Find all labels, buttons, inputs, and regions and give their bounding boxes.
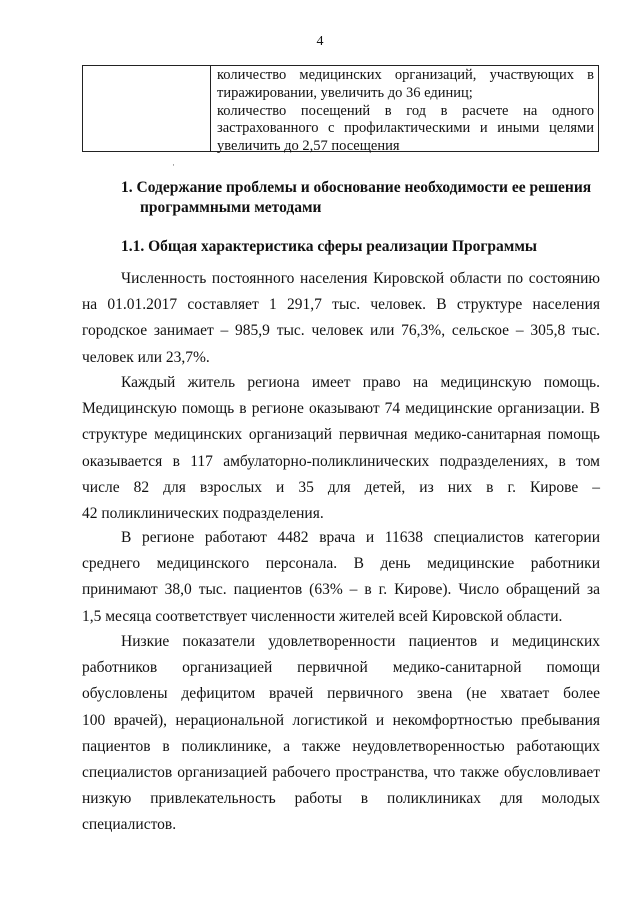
paragraph-line: работников организацией первичной медико-санитарной помощи xyxy=(82,659,600,677)
page-number: 4 xyxy=(316,34,324,49)
paragraph-line: обусловлены дефицитом врачей первичного звена (не хватает более xyxy=(82,685,600,703)
paragraph-satisfaction xyxy=(82,629,600,839)
paragraph-line: Медицинскую помощь в регионе оказывают 74 медицинские организации. В xyxy=(82,400,600,418)
paragraph-line: Численность постоянного населения Кировской области по состоянию xyxy=(121,270,600,287)
table-text-cell xyxy=(211,66,598,155)
paragraph-line: числе 82 для взрослых и 35 для детей, из них в г. Кирове – xyxy=(82,478,600,496)
paragraph-line: человек или 23,7%. xyxy=(82,348,210,366)
section-heading-line: программными методами xyxy=(140,199,322,216)
paragraph-line: на 01.01.2017 составляет 1 291,7 тыс. человек. В структуре населения xyxy=(82,296,600,314)
paragraph-line: структуре медицинских организаций первичная медико-санитарная помощь xyxy=(82,426,600,444)
paragraph-line: принимают 38,0 тыс. пациентов (63% – в г. Кирове). Число обращений за xyxy=(82,581,600,599)
paragraph-line: 100 врачей), нерациональной логистикой и некомфортностью пребывания xyxy=(82,711,600,729)
paragraph-line: пациентов в поликлинике, а также неудовлетворенностью работающих xyxy=(82,737,600,755)
table-line: количество посещений в год в расчете на одного xyxy=(217,102,594,119)
scan-mark: · xyxy=(172,160,175,170)
paragraph-line: 42 поликлинических подразделения. xyxy=(82,505,324,523)
paragraph-medical-organizations xyxy=(82,370,600,527)
table-line: увеличить до 2,57 посещения xyxy=(217,138,400,155)
paragraph-line: городское занимает – 985,9 тыс. человек или 76,3%, сельское – 305,8 тыс. xyxy=(82,322,600,340)
continuation-table xyxy=(82,65,599,155)
paragraph-line: В регионе работают 4482 врача и 11638 специалистов категории xyxy=(121,529,600,546)
table-line: тиражировании, увеличить до 36 единиц; xyxy=(217,84,473,101)
table-line: количество медицинских организаций, участвующих в xyxy=(217,67,594,83)
paragraph-line: низкую привлекательность работы в поликлиниках для молодых xyxy=(82,790,600,808)
paragraph-line: специалистов. xyxy=(82,816,177,834)
paragraph-line: Низкие показатели удовлетворенности пациентов и медицинских xyxy=(121,633,600,650)
subsection-heading: 1.1. Общая характеристика сферы реализации Программы xyxy=(121,238,538,255)
table-empty-cell xyxy=(83,66,211,151)
table-line: застрахованного с профилактическими и иными целями xyxy=(217,120,594,137)
paragraph-line: оказывается в 117 амбулаторно-поликлинических подразделениях, в том xyxy=(82,452,600,470)
paragraph-line: 1,5 месяца соответствует численности жителей всей Кировской области. xyxy=(82,607,563,625)
paragraph-staff xyxy=(82,525,600,630)
paragraph-line: среднего медицинского персонала. В день медицинские работники xyxy=(82,555,600,573)
paragraph-population xyxy=(82,266,600,371)
section-heading-line: 1. Содержание проблемы и обоснование необходимости ее решения xyxy=(121,179,592,196)
paragraph-line: Каждый житель региона имеет право на медицинскую помощь. xyxy=(121,374,600,391)
paragraph-line: специалистов организацией рабочего пространства, что также обусловливает xyxy=(82,764,600,782)
section-heading xyxy=(121,178,611,218)
